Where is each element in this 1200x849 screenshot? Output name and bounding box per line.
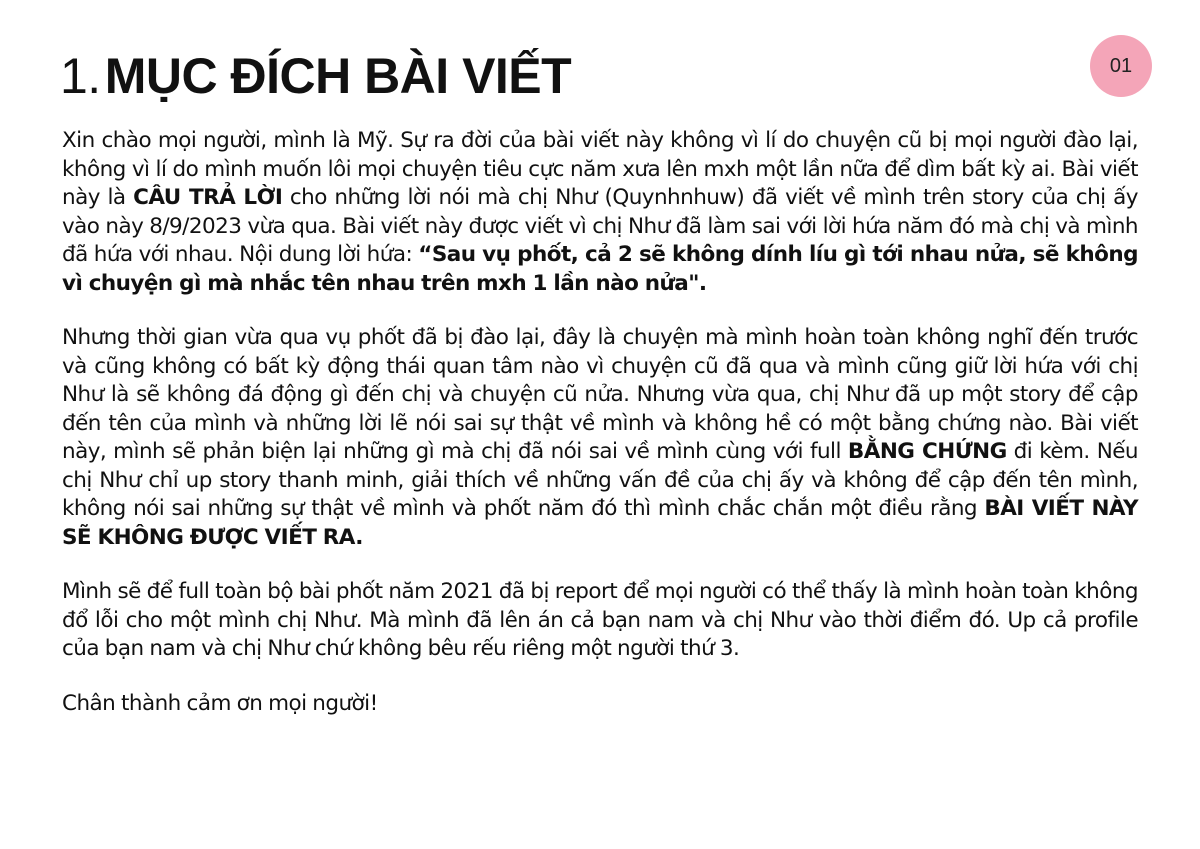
paragraph-intro	[62, 127, 1138, 298]
page-title	[60, 46, 571, 106]
paragraph-closing: Chân thành cảm ơn mọi người!	[62, 690, 378, 716]
bold-phrase: BÀI VIẾT NÀY SẼ KHÔNG ĐƯỢC VIẾT RA.	[62, 496, 1138, 550]
paragraph-text: Nhưng thời gian vừa qua vụ phốt đã bị đào lại, đây là chuyện mà mình hoàn toàn không nghĩ đến trước và cũng không có bất kỳ động thái quan tâm nào vì chuyện cũ đã qua và mình cũng giữ lời hứa với chị Như là sẽ không đá động gì đến chị và chuyện cũ nửa. Nhưng vừa qua, chị Như đã up một story để cập đến tên của mình và những lời lẽ nói sai sự thật về mình và không hề có một bằng chứng nào. Bài viết này, mình sẽ phản biện lại những gì mà chị đã nói sai về mình cùng với full	[62, 325, 1138, 464]
paragraph-text: Xin chào mọi người, mình là Mỹ. Sự ra đời của bài viết này không vì lí do chuyện cũ bị mọi người đào lại, không vì lí do mình muốn lôi mọi chuyện tiêu cực năm xưa lên mxh một lần nữa để dìm bất kỳ ai. Bài viết này là	[62, 128, 1138, 210]
bold-phrase: CÂU TRẢ LỜI	[133, 185, 283, 210]
page-number-badge: 01	[1090, 35, 1152, 97]
paragraph-text: cho những lời nói mà chị Như (Quynhnhuw) đã viết về mình trên story của chị ấy vào này 8/9/2023 vừa qua. Bài viết này được viết vì chị Như đã làm sai với lời hứa năm đó mà chị và mình đã hứa với nhau. Nội dung lời hứa:	[62, 185, 1138, 267]
paragraph-report: Mình sẽ để full toàn bộ bài phốt năm 2021 đã bị report để mọi người có thể thấy là mình hoàn toàn không đổ lỗi cho một mình chị Như. Mà mình đã lên án cả bạn nam và chị Như vào thời điểm đó. Up cả profile của bạn nam và chị Như chứ không bêu rếu riêng một người thứ 3.	[62, 579, 1138, 661]
section-title: MỤC ĐÍCH BÀI VIẾT	[104, 48, 572, 104]
paragraph-context	[62, 324, 1138, 552]
promise-quote: “Sau vụ phốt, cả 2 sẽ không dính líu gì tới nhau nửa, sẽ không vì chuyện gì mà nhắc tên nhau trên mxh 1 lần nào nửa".	[62, 242, 1139, 296]
section-number: 1.	[60, 48, 101, 104]
article-body	[62, 127, 1138, 744]
bold-phrase: BẰNG CHỨNG	[847, 439, 1007, 464]
paragraph-text: đi kèm. Nếu chị Như chỉ up story thanh minh, giải thích về những vấn đề của chị ấy và không để cập đến tên mình, không nói sai những sự thật về mình và phốt năm đó thì mình chắc chắn một điều rằng	[62, 439, 1138, 521]
